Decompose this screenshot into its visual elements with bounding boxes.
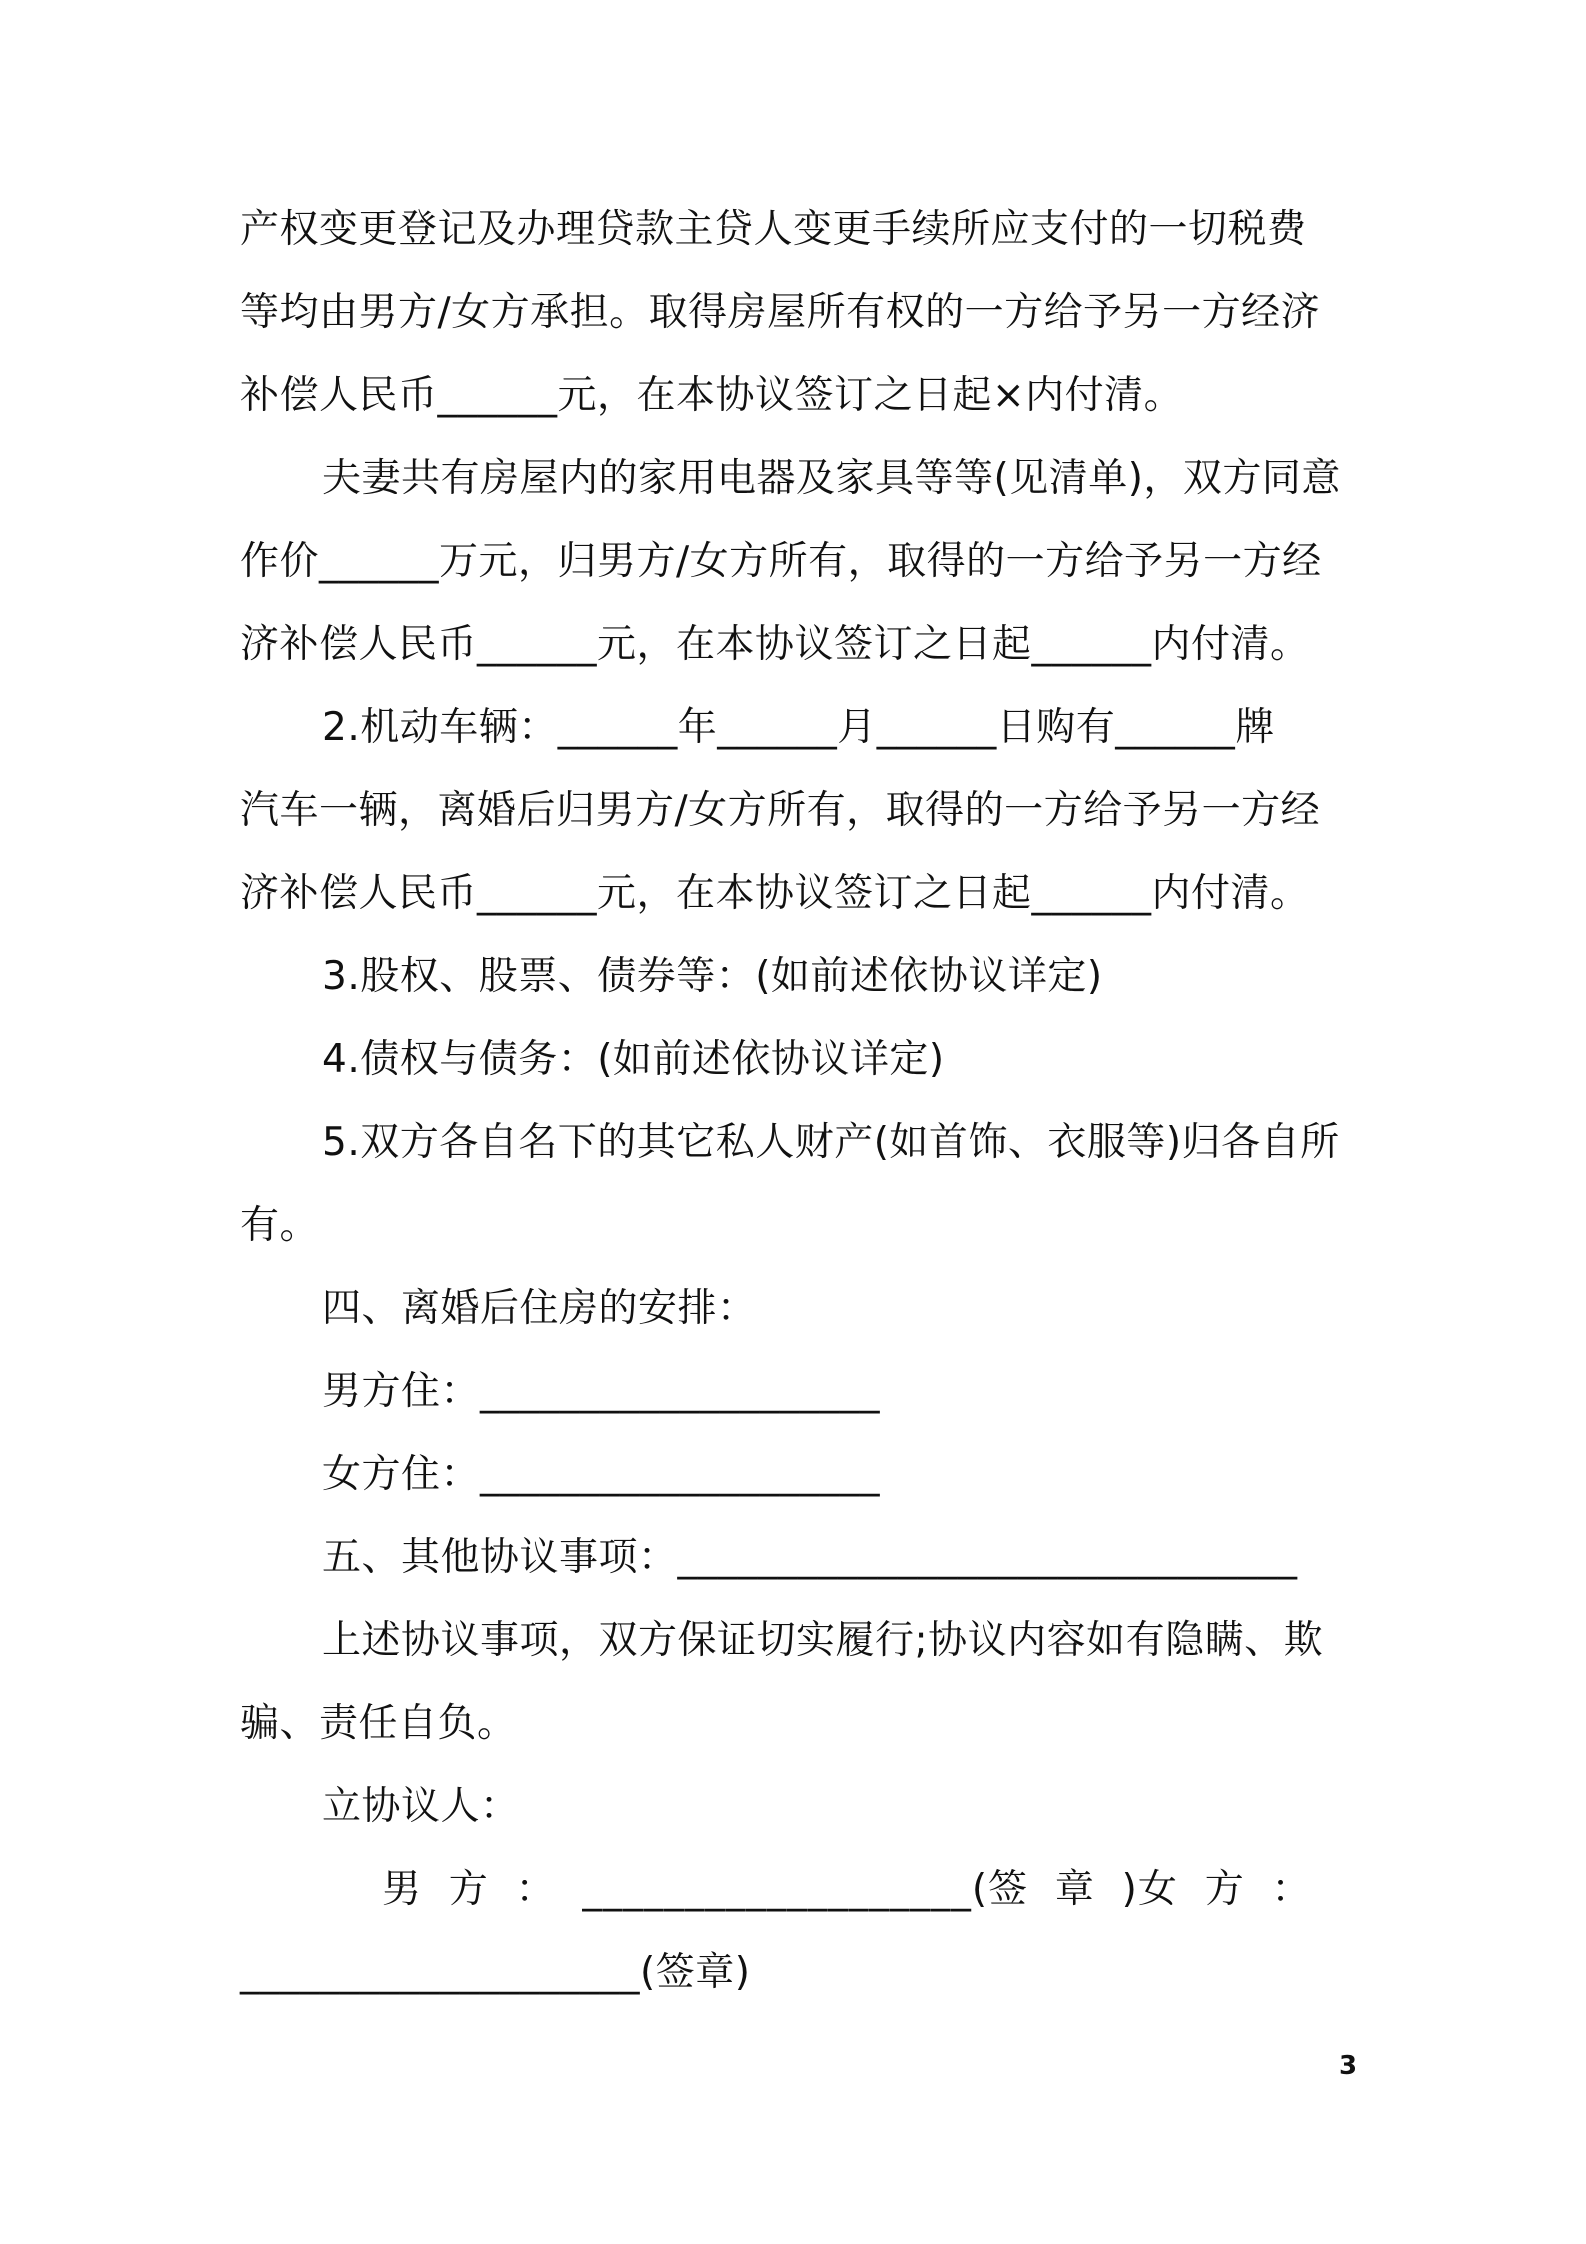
- vehicle-clause-line-3: 济补偿人民币______元，在本协议签订之日起______内付清。: [240, 871, 1310, 916]
- paragraph-appliances-line-2: 作价______万元，归男方/女方所有，取得的一方给予另一方经: [240, 539, 1322, 584]
- signature-line-2: ____________________(签章): [240, 1950, 751, 1995]
- private-property-line-2: 有。: [240, 1203, 320, 1248]
- guarantee-line-1: 上述协议事项，双方保证切实履行;协议内容如有隐瞒、欺: [322, 1618, 1324, 1663]
- text-line-3: 补偿人民币______元，在本协议签订之日起×内付清。: [240, 373, 1184, 418]
- debt-clause: 4.债权与债务：(如前述依协议详定): [322, 1037, 945, 1082]
- male-residence-line: 男方住：____________________: [322, 1369, 881, 1414]
- paragraph-appliances-line-3: 济补偿人民币______元，在本协议签订之日起______内付清。: [240, 622, 1310, 667]
- page-number: 3: [1338, 2051, 1358, 2081]
- vehicle-clause-line-1: 2.机动车辆：______年______月______日购有______牌: [322, 705, 1275, 750]
- paragraph-appliances-line-1: 夫妻共有房屋内的家用电器及家具等等(见清单)，双方同意: [322, 456, 1341, 501]
- equity-clause: 3.股权、股票、债券等：(如前述依协议详定): [322, 954, 1103, 999]
- private-property-line-1: 5.双方各自名下的其它私人财产(如首饰、衣服等)归各自所: [322, 1120, 1340, 1165]
- vehicle-clause-line-2: 汽车一辆，离婚后归男方/女方所有，取得的一方给予另一方经: [240, 788, 1321, 833]
- guarantee-line-2: 骗、责任自负。: [240, 1701, 517, 1746]
- other-matters-line: 五、其他协议事项：_______________________________: [322, 1535, 1298, 1580]
- parties-heading: 立协议人：: [322, 1784, 520, 1829]
- text-line-2: 等均由男方/女方承担。取得房屋所有权的一方给予另一方经济: [240, 290, 1321, 335]
- signature-line-1: 男 方 ： ___________________(签 章 )女 方 ：: [382, 1867, 1312, 1912]
- female-residence-line: 女方住：____________________: [322, 1452, 881, 1497]
- text-line-1: 产权变更登记及办理贷款主贷人变更手续所应支付的一切税费: [240, 207, 1307, 252]
- housing-heading: 四、离婚后住房的安排：: [322, 1286, 757, 1331]
